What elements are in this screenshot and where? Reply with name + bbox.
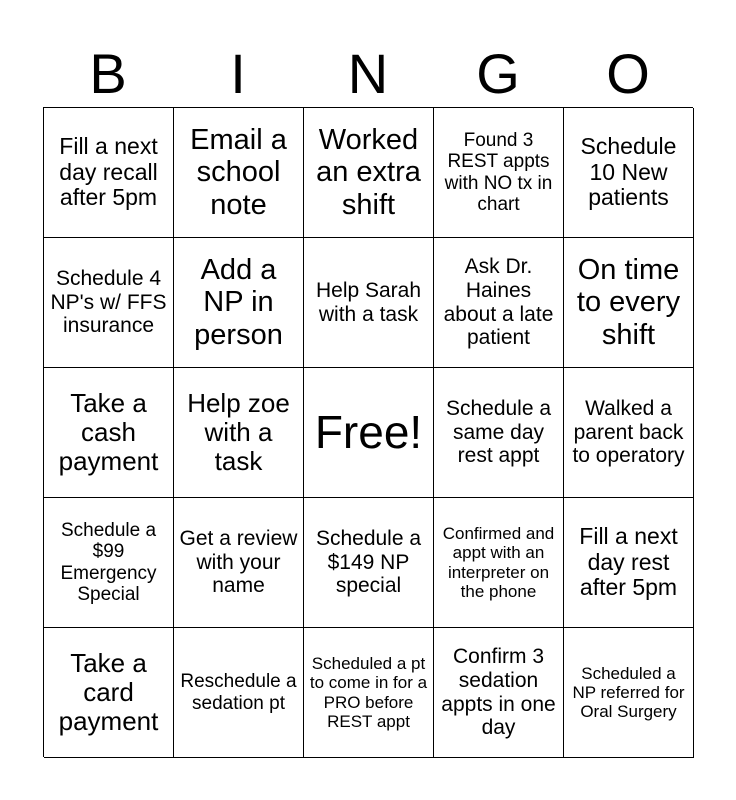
bingo-cell[interactable] bbox=[434, 238, 564, 368]
cell-text: Scheduled a NP referred for Oral Surgery bbox=[572, 663, 685, 722]
bingo-board bbox=[43, 107, 693, 757]
cell-text: Schedule a $99 Emergency Special bbox=[60, 519, 157, 605]
cell-text: On time to every shift bbox=[576, 253, 681, 351]
cell-text: Schedule a $149 NP special bbox=[315, 527, 422, 598]
cell-text: Ask Dr. Haines about a late patient bbox=[443, 255, 554, 350]
bingo-cell[interactable] bbox=[44, 108, 174, 238]
bingo-cell[interactable] bbox=[174, 498, 304, 628]
bingo-cell[interactable] bbox=[44, 238, 174, 368]
bingo-cell[interactable] bbox=[564, 628, 694, 758]
bingo-cell[interactable] bbox=[174, 628, 304, 758]
bingo-cell[interactable] bbox=[304, 238, 434, 368]
bingo-cell[interactable] bbox=[564, 368, 694, 498]
bingo-cell[interactable] bbox=[304, 628, 434, 758]
header-letter-n: N bbox=[347, 42, 389, 105]
cell-text: Worked an extra shift bbox=[316, 123, 421, 221]
bingo-cell[interactable] bbox=[564, 498, 694, 628]
cell-text: Confirmed and appt with an interpreter on the phone bbox=[442, 524, 555, 601]
bingo-cell[interactable] bbox=[174, 108, 304, 238]
bingo-cell[interactable] bbox=[304, 498, 434, 628]
cell-text: Found 3 REST appts with NO tx in chart bbox=[444, 129, 553, 215]
cell-text: Schedule 4 NP's w/ FFS insurance bbox=[50, 267, 167, 338]
cell-text: Help Sarah with a task bbox=[315, 278, 422, 326]
bingo-cell[interactable] bbox=[44, 368, 174, 498]
cell-text: Take a card payment bbox=[58, 647, 159, 737]
bingo-header bbox=[43, 40, 693, 108]
header-letter-g: G bbox=[476, 42, 520, 105]
header-letter-b: B bbox=[89, 42, 127, 105]
bingo-cell[interactable] bbox=[564, 238, 694, 368]
bingo-cell[interactable] bbox=[174, 368, 304, 498]
bingo-cell[interactable] bbox=[174, 238, 304, 368]
cell-text: Take a cash payment bbox=[58, 387, 159, 477]
cell-text: Help zoe with a task bbox=[187, 387, 290, 477]
cell-text: Walked a parent back to operatory bbox=[572, 397, 685, 468]
cell-text: Confirm 3 sedation appts in one day bbox=[441, 645, 556, 740]
header-letter-i: I bbox=[230, 42, 246, 105]
cell-text: Reschedule a sedation pt bbox=[180, 671, 297, 714]
cell-text: Fill a next day rest after 5pm bbox=[579, 522, 678, 601]
cell-text: Scheduled a pt to come in for a PRO before REST appt bbox=[309, 654, 428, 731]
bingo-cell[interactable] bbox=[434, 108, 564, 238]
bingo-cell[interactable] bbox=[304, 108, 434, 238]
bingo-cell[interactable] bbox=[434, 628, 564, 758]
cell-text: Schedule a same day rest appt bbox=[445, 397, 552, 468]
cell-text: Add a NP in person bbox=[194, 253, 283, 351]
bingo-cell[interactable] bbox=[44, 498, 174, 628]
cell-text: Fill a next day recall after 5pm bbox=[59, 132, 158, 211]
bingo-cell[interactable] bbox=[434, 368, 564, 498]
header-letter-o: O bbox=[606, 42, 650, 105]
cell-text: Get a review with your name bbox=[179, 527, 298, 598]
bingo-cell[interactable] bbox=[564, 108, 694, 238]
bingo-cell[interactable] bbox=[434, 498, 564, 628]
bingo-cell[interactable] bbox=[44, 628, 174, 758]
cell-text: Email a school note bbox=[190, 123, 287, 221]
free-space-label: Free! bbox=[314, 405, 423, 458]
cell-text: Schedule 10 New patients bbox=[580, 132, 677, 211]
free-space[interactable] bbox=[304, 368, 434, 498]
